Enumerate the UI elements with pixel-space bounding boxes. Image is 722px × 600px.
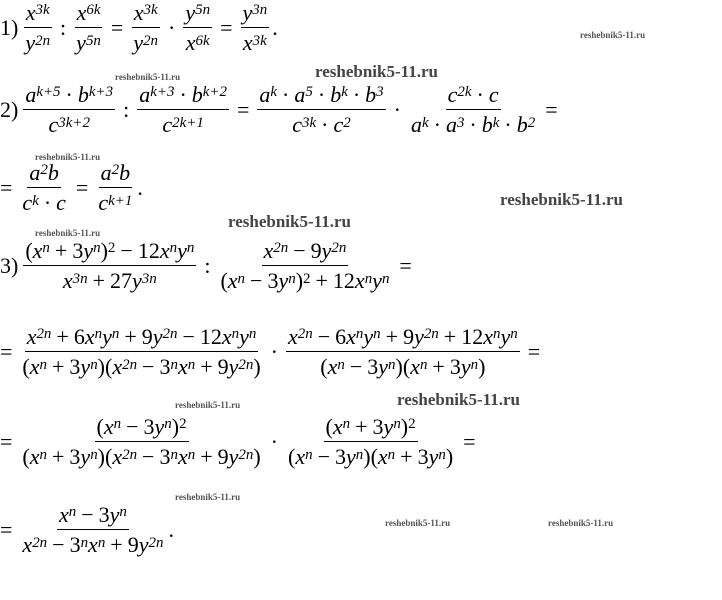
problem-3-line-2: = x $^{2n}$ + 6 x $^n$ y $^n$ + 9 y $^{2n}$ − 12 x $^n$ y $^n$ ( x $^n$ + 3 y $^n$ )( x $^{2n}$ − 3 $^n$ x $^n$ + 9 y $^{2n}$ ) · x $^{2n}$ − 6 x $^n$ y $^n$ + 9 y $^{2n}$ + 12 x $^n$ y $^n$ ( x $^n$ − 3 y $^n$ )( x $^n$ + 3 y $^n$ ) =	[0, 324, 541, 380]
fraction: a $^{k+5}$ · b $^{k+3}$ c $^{3k+2}$	[25, 82, 114, 138]
watermark: reshebnik5-11.ru	[35, 228, 101, 238]
fraction: c $^{2k}$ · c a $^k$ · a $^3$ · b $^k$ · b $^2$	[410, 82, 536, 138]
watermark: reshebnik5-11.ru	[580, 30, 646, 40]
fraction: ( x $^n$ − 3 y $^n$ ) $^2$ ( x $^n$ + 3 y $^n$ )( x $^{2n}$ − 3 $^n$ x $^n$ + 9 y $^{2n}$ )	[22, 414, 261, 470]
fraction: x $^{2n}$ + 6 x $^n$ y $^n$ + 9 y $^{2n}$ − 12 x $^n$ y $^n$ ( x $^n$ + 3 y $^n$ )( x $^{2n}$ − 3 $^n$ x $^n$ + 9 y $^{2n}$ )	[22, 324, 261, 380]
problem-2-line-1: 2) a $^{k+5}$ · b $^{k+3}$ c $^{3k+2}$ : a $^{k+3}$ · b $^{k+2}$ c $^{2k+1}$ = a $^k$ · a $^5$ · b $^k$ · b $^3$ c $^{3k}$ · c $^2$ · c $^{2k}$ · c a $^k$ · a $^3$ · b $^k$ · b $^2$ =	[0, 82, 558, 138]
problem-2-line-2: = a $^2$ b c $^k$ · c = a $^2$ b c $^{k+1}$ .	[0, 160, 143, 216]
fraction: x $^{2n}$ − 9 y $^{2n}$ ( x $^n$ − 3 y $^n$ ) $^2$ + 12 x $^n$ y $^n$	[220, 238, 390, 294]
fraction: x $^{2n}$ − 6 x $^n$ y $^n$ + 9 y $^{2n}$ + 12 x $^n$ y $^n$ ( x $^n$ − 3 y $^n$ )( x $^n$ + 3 y $^n$ )	[288, 324, 518, 380]
fraction: ( x $^n$ + 3 y $^n$ ) $^2$ − 12 x $^n$ y $^n$ x $^{3n}$ + 27 y $^{3n}$	[25, 238, 195, 294]
watermark: reshebnik5-11.ru	[385, 518, 451, 528]
watermark: reshebnik5-11.ru	[115, 72, 181, 82]
problem-1-label: 1)	[0, 14, 19, 40]
problem-3-line-1: 3) ( x $^n$ + 3 y $^n$ ) $^2$ − 12 x $^n$ y $^n$ x $^{3n}$ + 27 y $^{3n}$ : x $^{2n}$ − 9 y $^{2n}$ ( x $^n$ − 3 y $^n$ ) $^2$ + 12 x $^n$ y $^n$ =	[0, 238, 412, 294]
watermark: reshebnik5-11.ru	[228, 212, 351, 231]
watermark: reshebnik5-11.ru	[548, 518, 614, 528]
fraction: a $^k$ · a $^5$ · b $^k$ · b $^3$ c $^{3k}$ · c $^2$	[259, 82, 384, 138]
fraction: y $^{5n}$ x $^{6k}$	[185, 0, 211, 56]
problem-3-label: 3)	[0, 252, 19, 278]
watermark: reshebnik5-11.ru	[175, 400, 241, 410]
watermark: reshebnik5-11.ru	[500, 190, 623, 209]
fraction: a $^{k+3}$ · b $^{k+2}$ c $^{2k+1}$	[139, 82, 227, 138]
fraction: x $^n$ − 3 y $^n$ x $^{2n}$ − 3 $^n$ x $^n$ + 9 y $^{2n}$	[22, 502, 164, 558]
problem-1-line: 1) x $^{3k}$ y $^{2n}$ : x $^{6k}$ y $^{5n}$ = x $^{3k}$ y $^{2n}$ · y $^{5n}$ x $^{6k}$ = y $^{3n}$ x $^{3k}$ .	[0, 0, 278, 56]
fraction: a $^2$ b c $^k$ · c	[22, 160, 66, 216]
problem-3-line-3: = ( x $^n$ − 3 y $^n$ ) $^2$ ( x $^n$ + 3 y $^n$ )( x $^{2n}$ − 3 $^n$ x $^n$ + 9 y $^{2n}$ ) · ( x $^n$ + 3 y $^n$ ) $^2$ ( x $^n$ − 3 y $^n$ )( x $^n$ + 3 y $^n$ ) =	[0, 414, 476, 470]
problem-2-label: 2)	[0, 96, 19, 122]
fraction: a $^2$ b c $^{k+1}$	[98, 160, 133, 216]
watermark: reshebnik5-11.ru	[315, 62, 438, 81]
fraction: x $^{6k}$ y $^{5n}$	[76, 0, 101, 56]
problem-3-line-4: = x $^n$ − 3 y $^n$ x $^{2n}$ − 3 $^n$ x $^n$ + 9 y $^{2n}$ .	[0, 502, 174, 558]
watermark: reshebnik5-11.ru	[35, 152, 101, 162]
fraction: x $^{3k}$ y $^{2n}$	[25, 0, 51, 56]
fraction: y $^{3n}$ x $^{3k}$	[242, 0, 268, 56]
watermark: reshebnik5-11.ru	[175, 492, 241, 502]
watermark: reshebnik5-11.ru	[397, 390, 520, 409]
fraction: x $^{3k}$ y $^{2n}$	[133, 0, 159, 56]
fraction: ( x $^n$ + 3 y $^n$ ) $^2$ ( x $^n$ − 3 y $^n$ )( x $^n$ + 3 y $^n$ )	[288, 414, 454, 470]
